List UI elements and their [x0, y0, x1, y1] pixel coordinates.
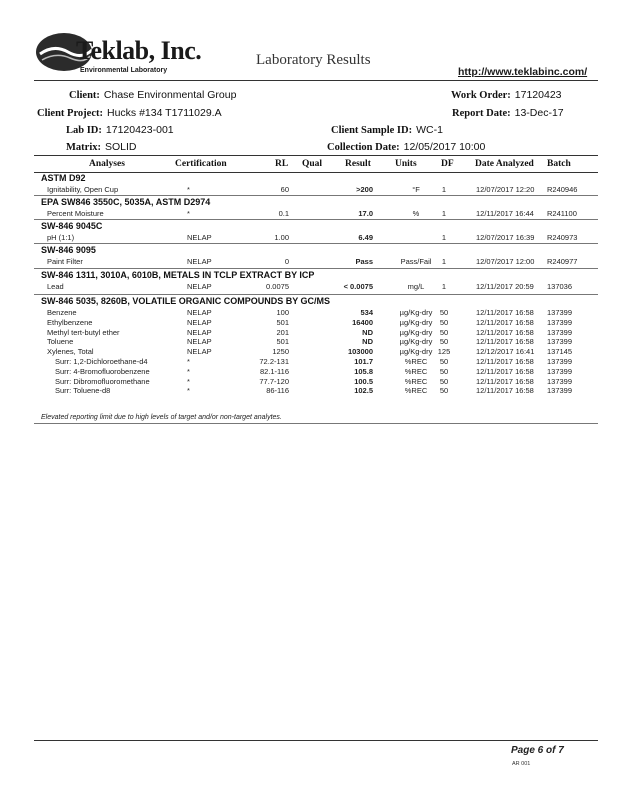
client-project-field: [37, 107, 222, 119]
cell-analysis: Ignitability, Open Cup: [47, 185, 119, 194]
cell-rl: 72.2-131: [259, 357, 289, 366]
cell-result: 6.49: [358, 233, 373, 242]
cell-units: µg/Kg-dry: [399, 308, 433, 317]
section-divider: [34, 219, 598, 220]
cell-date: 12/11/2017 16:58: [476, 386, 534, 396]
cell-result: 103000: [347, 347, 373, 357]
cell-rl: 86-116: [266, 386, 289, 396]
cell-analysis: Paint Filter: [47, 257, 83, 266]
cell-df: 50: [439, 327, 449, 337]
cell-date: 12/12/2017 16:41: [476, 347, 535, 357]
cell-cert: *: [187, 357, 190, 366]
section-title: SW-846 1311, 3010A, 6010B, METALS IN TCLP EXTRACT BY ICP: [41, 270, 315, 280]
work-order-label: Work Order:: [451, 90, 511, 101]
client-project-label: Client Project:: [37, 108, 103, 119]
cell-df: 50: [439, 308, 449, 317]
cell-date: 12/11/2017 16:58: [476, 327, 534, 337]
cell-batch: 137399: [547, 337, 573, 347]
cell-rl: 0: [284, 257, 289, 266]
col-result: Result: [345, 159, 371, 169]
table-row: [0, 337, 618, 347]
section-divider: [34, 268, 598, 269]
page-title: Laboratory Results: [256, 52, 371, 68]
section-divider: [34, 243, 598, 244]
section-title: EPA SW846 3550C, 5035A, ASTM D2974: [41, 197, 211, 207]
cell-rl: 60: [280, 185, 289, 194]
table-row: [0, 386, 618, 396]
client-value: Chase Environmental Group: [103, 89, 237, 101]
cell-result: 101.7: [354, 357, 373, 366]
cell-units: mg/L: [407, 282, 425, 291]
cell-df: 1: [441, 185, 447, 194]
cell-df: 50: [439, 376, 449, 386]
cell-batch: 137399: [547, 357, 573, 366]
cell-result: Pass: [355, 257, 373, 266]
report-date-label: Report Date:: [452, 108, 511, 119]
cell-analysis: pH (1:1): [47, 233, 75, 242]
logo-name: Teklab, Inc.: [76, 36, 202, 65]
col-date-analyzed: Date Analyzed: [475, 159, 534, 169]
client-field: [69, 89, 236, 101]
website-link[interactable]: http://www.teklabinc.com/: [458, 66, 588, 78]
cell-analysis: Xylenes, Total: [47, 347, 94, 357]
report-date-field: [452, 107, 564, 119]
cell-df: 1: [441, 257, 447, 266]
cell-cert: *: [187, 366, 190, 376]
table-bottom-rule: [34, 423, 598, 424]
cell-cert: *: [187, 386, 190, 396]
cell-rl: 100: [276, 308, 289, 317]
cell-result: ND: [362, 337, 373, 347]
cell-result: 105.8: [354, 366, 373, 376]
collection-date-value: 12/05/2017 10:00: [403, 141, 486, 153]
client-sample-id-label: Client Sample ID:: [331, 125, 413, 136]
cell-rl: 201: [276, 327, 289, 337]
document-code: AR 001: [512, 761, 531, 767]
cell-result: 102.5: [354, 386, 373, 396]
cell-date: 12/11/2017 16:58: [476, 366, 534, 376]
cell-result: ND: [362, 327, 373, 337]
cell-date: 12/11/2017 16:44: [476, 209, 534, 218]
table-row: [0, 318, 618, 328]
cell-result: 534: [360, 308, 373, 317]
table-row: [0, 308, 618, 318]
section-title: SW-846 9095: [41, 245, 96, 255]
cell-batch: 137036: [547, 282, 573, 291]
table-row: [0, 377, 618, 387]
cell-analysis: Benzene: [47, 308, 77, 317]
cell-batch: 137399: [547, 366, 573, 376]
col-qual: Qual: [302, 159, 323, 169]
cell-analysis: Lead: [47, 282, 64, 291]
cell-date: 12/07/2017 16:39: [476, 233, 535, 242]
cell-batch: 137399: [547, 308, 573, 317]
cell-result: < 0.0075: [343, 282, 373, 291]
table-row: [0, 367, 618, 377]
cell-df: 50: [439, 366, 449, 376]
cell-rl: 0.0075: [266, 282, 289, 291]
footnote: Elevated reporting limit due to high levels of target and/or non-target analytes.: [41, 414, 282, 421]
report-date-value: 13-Dec-17: [514, 107, 564, 119]
table-row: [0, 282, 618, 292]
client-sample-id-field: [331, 124, 443, 136]
cell-date: 12/11/2017 16:58: [476, 376, 534, 386]
cell-rl: 1.00: [274, 233, 289, 242]
matrix-value: SOLID: [104, 141, 137, 153]
cell-rl: 501: [276, 317, 289, 327]
cell-result: 17.0: [358, 209, 373, 218]
cell-result: 100.5: [354, 376, 373, 386]
cell-analysis: Surr: Dibromofluoromethane: [55, 376, 150, 386]
cell-df: 125: [437, 347, 451, 357]
cell-date: 12/07/2017 12:00: [476, 257, 535, 266]
cell-batch: 137399: [547, 376, 573, 386]
cell-cert: NELAP: [187, 317, 212, 327]
cell-cert: NELAP: [187, 337, 212, 347]
cell-units: %: [412, 209, 420, 218]
column-header-bottom-rule: [34, 172, 598, 173]
lab-id-field: [66, 124, 174, 136]
cell-df: 50: [439, 317, 449, 327]
cell-cert: *: [187, 209, 190, 218]
matrix-field: [66, 141, 137, 153]
col-units: Units: [395, 159, 417, 169]
section-title: ASTM D92: [41, 173, 86, 183]
cell-date: 12/07/2017 12:20: [476, 185, 535, 194]
cell-units: %REC: [404, 386, 428, 396]
header-divider: [34, 80, 598, 81]
work-order-field: [451, 89, 562, 101]
cell-batch: 137399: [547, 317, 573, 327]
cell-result: >200: [356, 185, 373, 194]
cell-date: 12/11/2017 16:58: [476, 337, 534, 347]
table-row: [0, 347, 618, 357]
col-rl: RL: [275, 159, 289, 169]
cell-analysis: Methyl tert-butyl ether: [47, 327, 120, 337]
client-project-value: Hucks #134 T1711029.A: [106, 107, 222, 119]
cell-date: 12/11/2017 16:58: [476, 317, 534, 327]
footer-divider: [34, 740, 598, 741]
cell-units: %REC: [404, 357, 428, 366]
section-title: SW-846 9045C: [41, 221, 103, 231]
cell-cert: NELAP: [187, 257, 212, 266]
cell-batch: R241100: [547, 209, 577, 218]
cell-batch: 137399: [547, 386, 573, 396]
cell-cert: *: [187, 185, 190, 194]
cell-date: 12/11/2017 16:58: [476, 308, 534, 317]
table-row: [0, 185, 618, 195]
cell-batch: 137399: [547, 327, 573, 337]
cell-analysis: Surr: Toluene-d8: [55, 386, 111, 396]
cell-rl: 82.1-116: [259, 366, 289, 376]
collection-date-label: Collection Date:: [327, 142, 400, 153]
col-certification: Certification: [175, 159, 227, 169]
cell-units: µg/Kg-dry: [399, 347, 433, 357]
table-row: [0, 328, 618, 338]
cell-df: 1: [441, 282, 447, 291]
column-header-top-rule: [34, 155, 598, 156]
cell-units: °F: [412, 185, 420, 194]
cell-rl: 77.7-120: [259, 376, 289, 386]
lab-id-label: Lab ID:: [66, 125, 102, 136]
lab-id-value: 17120423-001: [105, 124, 174, 136]
cell-units: %REC: [404, 366, 428, 376]
cell-analysis: Surr: 1,2-Dichloroethane-d4: [55, 357, 148, 366]
cell-units: Pass/Fail: [400, 257, 432, 266]
table-row: [0, 257, 618, 267]
cell-rl: 501: [276, 337, 289, 347]
section-divider: [34, 294, 598, 295]
cell-rl: 1250: [272, 347, 289, 357]
cell-analysis: Ethylbenzene: [47, 317, 93, 327]
cell-date: 12/11/2017 20:59: [476, 282, 534, 291]
client-label: Client:: [69, 90, 100, 101]
section-divider: [34, 195, 598, 196]
cell-cert: NELAP: [187, 347, 212, 357]
cell-cert: NELAP: [187, 282, 212, 291]
table-row: [0, 209, 618, 219]
cell-df: 50: [439, 357, 449, 366]
cell-units: µg/Kg-dry: [399, 327, 433, 337]
cell-df: 50: [439, 337, 449, 347]
cell-analysis: Toluene: [47, 337, 74, 347]
cell-df: 1: [441, 209, 447, 218]
cell-cert: NELAP: [187, 233, 212, 242]
cell-analysis: Surr: 4-Bromofluorobenzene: [55, 366, 150, 376]
cell-date: 12/11/2017 16:58: [476, 357, 534, 366]
col-analyses: Analyses: [89, 159, 125, 169]
logo-subtitle: Environmental Laboratory: [80, 67, 168, 74]
cell-units: %REC: [404, 376, 428, 386]
cell-cert: NELAP: [187, 327, 212, 337]
matrix-label: Matrix:: [66, 142, 101, 153]
section-title: SW-846 5035, 8260B, VOLATILE ORGANIC COMPOUNDS BY GC/MS: [41, 296, 331, 306]
cell-df: 1: [441, 233, 447, 242]
collection-date-field: [327, 141, 485, 153]
client-sample-id-value: WC-1: [416, 124, 443, 136]
col-batch: Batch: [547, 159, 571, 169]
cell-rl: 0.1: [278, 209, 289, 218]
cell-df: 50: [439, 386, 449, 396]
table-row: [0, 357, 618, 367]
table-row: [0, 233, 618, 243]
page-number: Page 6 of 7: [511, 745, 564, 756]
cell-analysis: Percent Moisture: [47, 209, 104, 218]
cell-batch: R240946: [547, 185, 578, 194]
cell-cert: *: [187, 376, 190, 386]
cell-result: 16400: [352, 317, 373, 327]
cell-cert: NELAP: [187, 308, 212, 317]
work-order-value: 17120423: [514, 89, 562, 101]
cell-batch: 137145: [547, 347, 573, 357]
cell-units: µg/Kg-dry: [399, 317, 433, 327]
cell-units: µg/Kg-dry: [399, 337, 433, 347]
cell-batch: R240977: [547, 257, 578, 266]
cell-batch: R240973: [547, 233, 578, 242]
col-df: DF: [441, 159, 454, 169]
